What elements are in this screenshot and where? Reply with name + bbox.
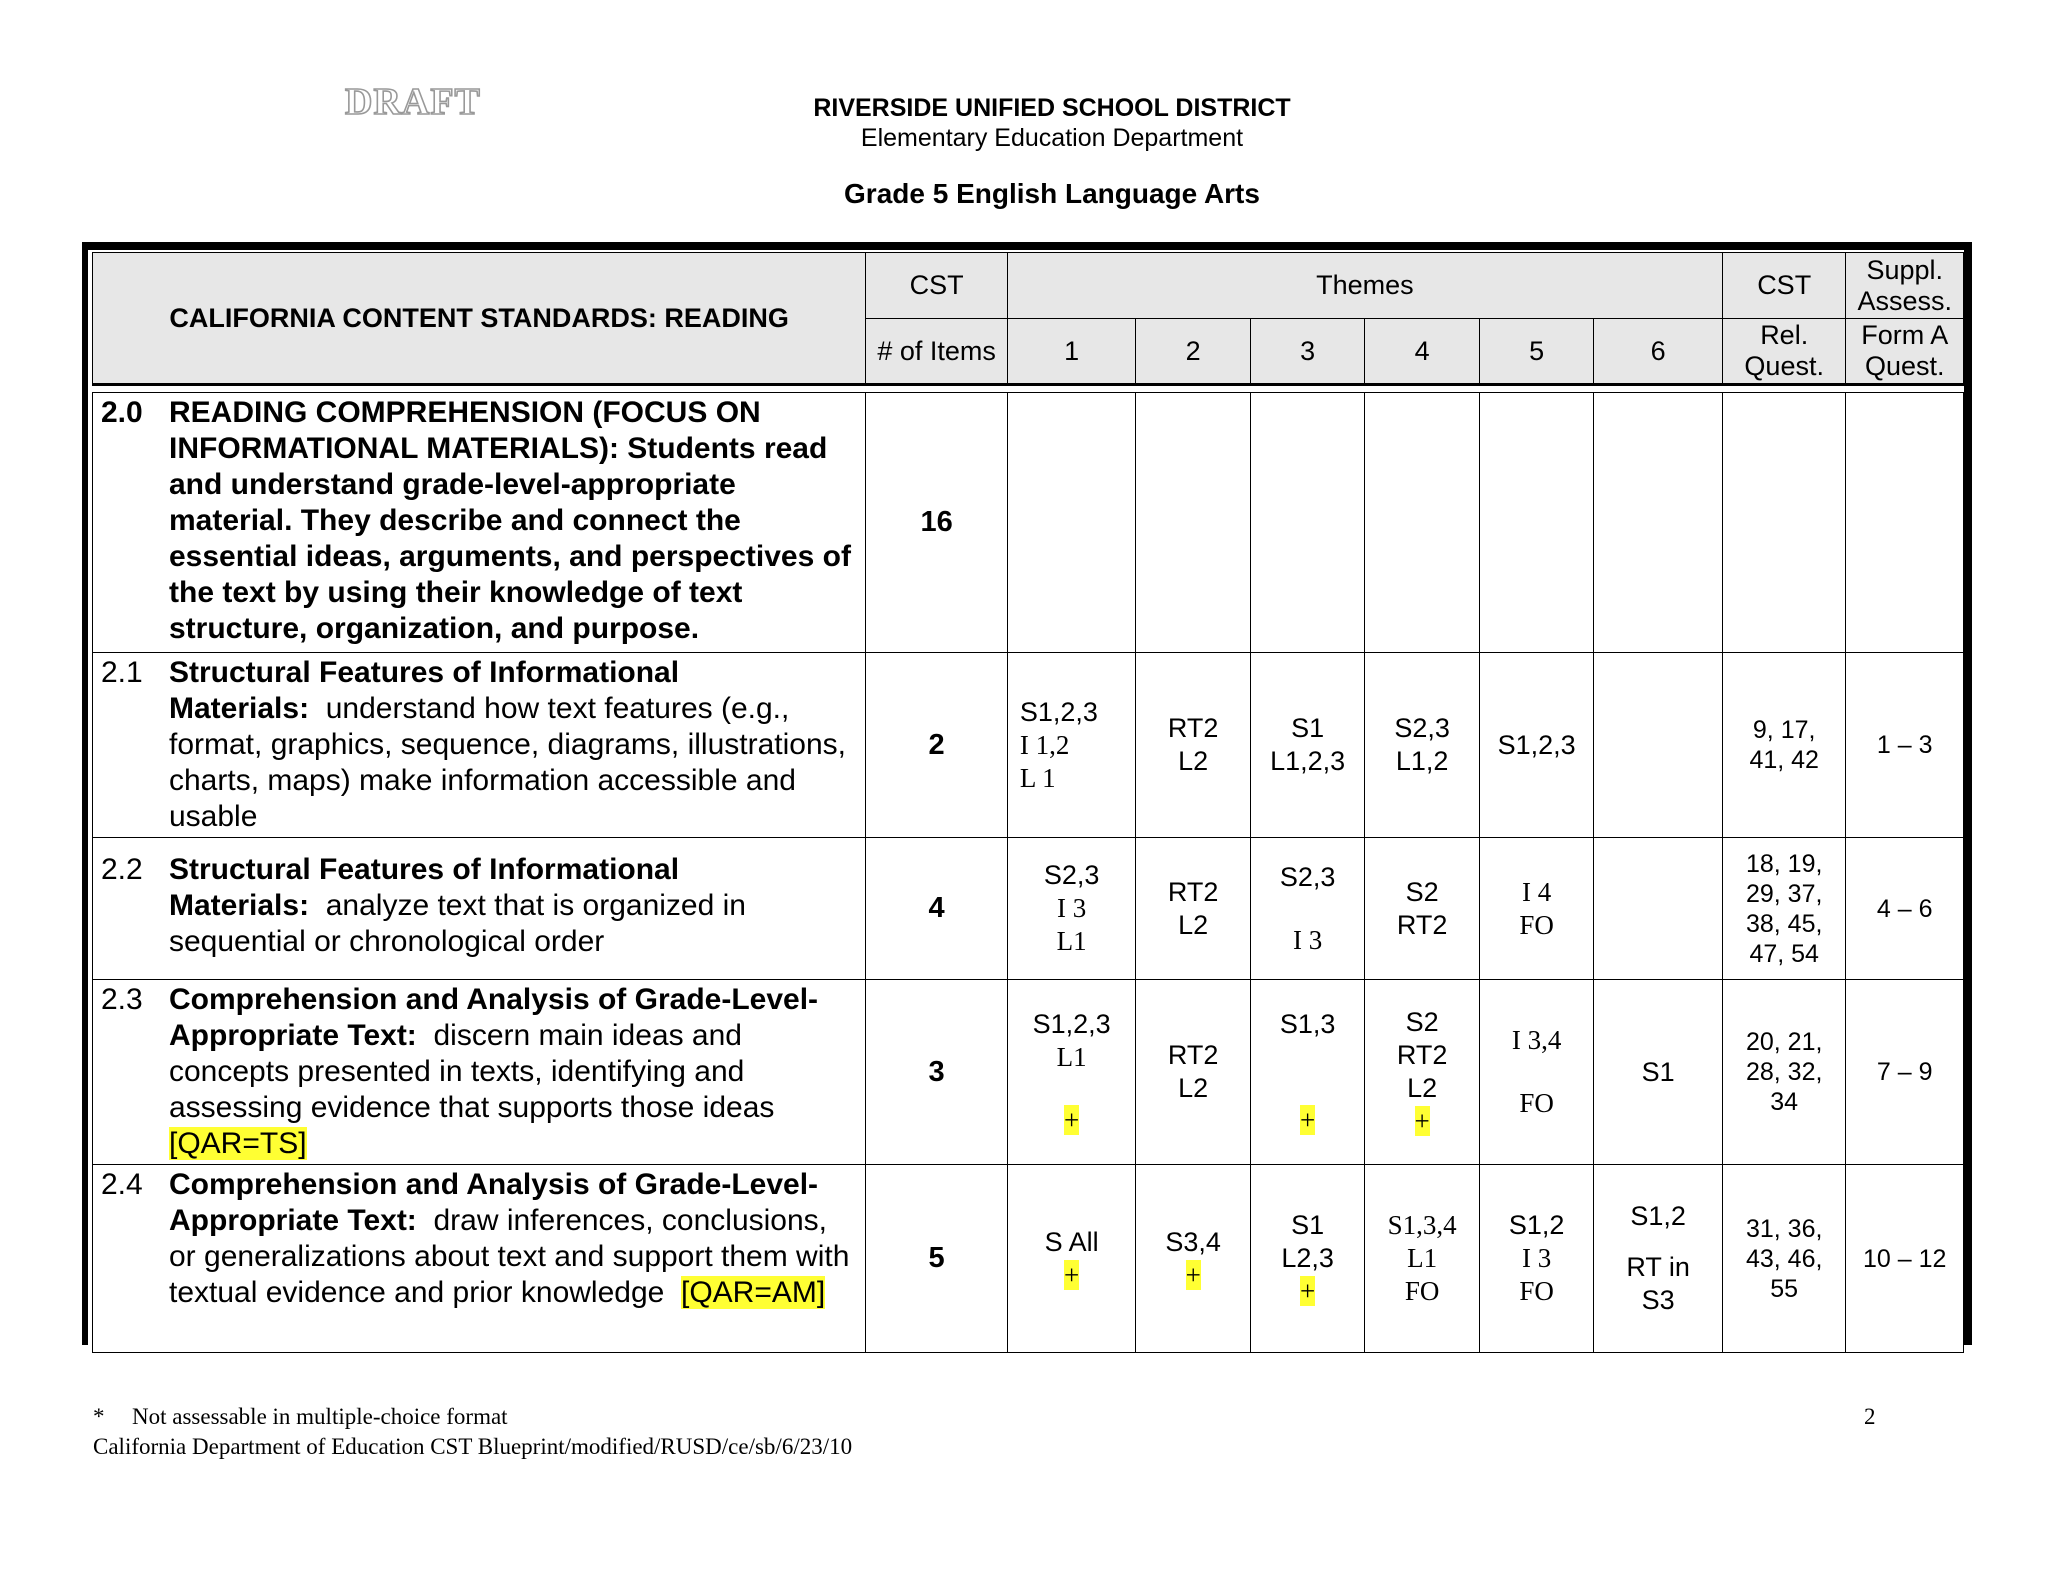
theme-3-cell	[1250, 1165, 1364, 1353]
theme-3-cell	[1250, 393, 1364, 653]
document-title: Grade 5 English Language Arts	[844, 178, 1260, 209]
theme-3-heading: 3	[1250, 319, 1364, 385]
theme-entry: FO	[1519, 1088, 1554, 1118]
rel-quest-line: 41, 42	[1749, 746, 1819, 774]
theme-6-heading: 6	[1594, 319, 1723, 385]
standard-description: analyze text that is organized in sequential or chronological order	[169, 889, 746, 958]
theme-entry: S2	[1405, 876, 1439, 907]
theme-2-cell	[1136, 1165, 1250, 1353]
draft-stamp: DRAFT	[345, 81, 481, 123]
theme-entry: RT in	[1626, 1252, 1690, 1282]
form-a-cell: 1 – 3	[1846, 653, 1964, 838]
item-count: 4	[866, 838, 1008, 980]
theme-entry: S1,3	[1279, 1008, 1336, 1039]
num-items-heading: # of Items	[866, 319, 1008, 385]
theme-6-cell	[1594, 1165, 1723, 1353]
theme-entry: S2,3	[1394, 713, 1450, 743]
standard-description: discern main ideas and concepts presented in texts, identifying and assessing evidence that supports those ideas	[169, 1019, 775, 1124]
rel-quest-line: 43, 46,	[1745, 1244, 1823, 1273]
theme-4-cell	[1365, 1165, 1479, 1353]
table-row	[93, 1165, 1964, 1353]
plus-marker: +	[1300, 1104, 1316, 1135]
rel-quest-line: 18, 19,	[1745, 849, 1823, 878]
theme-5-cell	[1479, 838, 1593, 980]
standard-number: 2.0	[101, 396, 143, 429]
standard-description: understand how text features (e.g., format, graphics, sequence, diagrams, illustrations, charts, maps) make information accessible and usable	[169, 692, 846, 833]
source-line: California Department of Education CST Blueprint/modified/RUSD/ce/sb/6/23/10	[93, 1434, 853, 1459]
theme-entry: S2,3	[1279, 861, 1336, 892]
item-count: 2	[866, 653, 1008, 838]
theme-5-heading: 5	[1479, 319, 1593, 385]
plus-marker: +	[1064, 1104, 1080, 1135]
standard-title: Comprehension and Analysis of Grade-Level-Appropriate Text:	[169, 983, 819, 1052]
theme-4-heading: 4	[1365, 319, 1479, 385]
theme-2-heading: 2	[1136, 319, 1250, 385]
theme-entry: S2	[1405, 1007, 1439, 1037]
theme-3-cell	[1250, 838, 1364, 980]
item-count: 5	[866, 1165, 1008, 1353]
cst-rel-heading: CST	[1722, 253, 1846, 319]
theme-entry: L 1	[1019, 762, 1056, 793]
theme-2-cell	[1136, 980, 1250, 1165]
theme-2-cell	[1136, 393, 1250, 653]
rel-quest-line: 20, 21,	[1745, 1028, 1823, 1056]
footnote-text: Not assessable in multiple-choice format	[132, 1404, 508, 1429]
theme-entry: S1	[1291, 1210, 1325, 1240]
theme-1-heading: 1	[1007, 319, 1136, 385]
theme-6-cell	[1594, 980, 1723, 1165]
theme-entry: S1,2,3	[1032, 1008, 1111, 1039]
theme-entry: L2	[1178, 909, 1209, 940]
table-row	[93, 980, 1964, 1165]
standard-title: Structural Features of Informational Materials:	[169, 853, 680, 922]
theme-1-cell	[1007, 393, 1136, 653]
standard-cell	[93, 393, 866, 653]
theme-1-cell	[1007, 980, 1136, 1165]
rel-quest-line: 55	[1770, 1274, 1799, 1303]
theme-4-cell	[1365, 980, 1479, 1165]
rel-quest-line: 28, 32,	[1745, 1058, 1823, 1086]
plus-marker: +	[1300, 1276, 1316, 1306]
table-row	[93, 653, 1964, 838]
theme-entry: S1,2	[1630, 1201, 1686, 1231]
form-a-cell: 10 – 12	[1846, 1165, 1964, 1353]
theme-entry: RT2	[1167, 876, 1219, 907]
theme-2-cell	[1136, 838, 1250, 980]
plus-marker: +	[1185, 1259, 1201, 1290]
theme-entry: S3,4	[1165, 1226, 1221, 1257]
theme-entry: I 1,2	[1019, 729, 1070, 760]
rel-quest-line: 31, 36,	[1745, 1214, 1823, 1243]
theme-5-cell	[1479, 393, 1593, 653]
theme-entry: I 3,4	[1511, 1025, 1562, 1055]
theme-3-cell	[1250, 653, 1364, 838]
theme-entry: L1,2	[1395, 746, 1449, 776]
theme-entry: S All	[1044, 1226, 1099, 1257]
standard-cell	[93, 1165, 866, 1353]
form-a-cell: 4 – 6	[1846, 838, 1964, 980]
header-row-1	[93, 253, 1964, 319]
theme-entry: L1,2,3	[1270, 746, 1346, 776]
form-a-heading: Form A Quest.	[1846, 319, 1964, 385]
rel-quest-cell	[1722, 393, 1846, 653]
rel-quest-line: 47, 54	[1749, 939, 1819, 968]
standard-description: draw inferences, conclusions, or generalizations about text and support them with textual evidence and prior knowledge	[169, 1204, 850, 1309]
theme-4-cell	[1365, 393, 1479, 653]
theme-6-cell	[1594, 653, 1723, 838]
theme-4-cell	[1365, 653, 1479, 838]
theme-entry: S1	[1291, 713, 1325, 743]
page-number: 2	[1864, 1404, 1876, 1429]
rel-quest-line: 9, 17,	[1752, 716, 1816, 744]
theme-entry: L1	[1407, 1243, 1438, 1273]
standard-number: 2.2	[101, 853, 143, 886]
rel-quest-line: 29, 37,	[1745, 879, 1823, 908]
theme-entry: L2	[1407, 1073, 1438, 1103]
table-row	[93, 838, 1964, 980]
cst-heading: CST	[866, 253, 1008, 319]
theme-3-cell	[1250, 980, 1364, 1165]
qar-tag: [QAR=AM]	[681, 1276, 826, 1309]
themes-heading: Themes	[1007, 253, 1722, 319]
theme-entry: RT2	[1167, 1040, 1219, 1070]
footnote-star: *	[93, 1404, 105, 1429]
theme-2-cell	[1136, 653, 1250, 838]
theme-1-cell	[1007, 653, 1136, 838]
rel-quest-line: 38, 45,	[1745, 909, 1823, 938]
theme-6-cell	[1594, 393, 1723, 653]
theme-4-cell	[1365, 838, 1479, 980]
suppl-heading: Suppl. Assess.	[1846, 253, 1964, 319]
rel-quest-cell	[1722, 980, 1846, 1165]
theme-entry: S1,2,3	[1497, 729, 1576, 760]
theme-entry: I 3	[1057, 893, 1087, 923]
theme-entry: L2,3	[1281, 1243, 1334, 1273]
rel-quest-cell	[1722, 838, 1846, 980]
header-separator	[93, 385, 1964, 393]
theme-6-cell	[1594, 838, 1723, 980]
rel-quest-line: 34	[1770, 1088, 1799, 1116]
theme-entry: S1,2	[1508, 1210, 1565, 1240]
standard-cell	[93, 838, 866, 980]
theme-entry: S3	[1641, 1285, 1675, 1315]
standard-cell	[93, 980, 866, 1165]
theme-entry: S2,3	[1043, 860, 1100, 890]
theme-5-cell	[1479, 980, 1593, 1165]
standard-cell	[93, 653, 866, 838]
standard-title: Comprehension and Analysis of Grade-Level-Appropriate Text:	[169, 1168, 819, 1237]
item-count: 3	[866, 980, 1008, 1165]
form-a-cell: 7 – 9	[1846, 980, 1964, 1165]
theme-entry: FO	[1519, 909, 1554, 940]
theme-entry: RT2	[1167, 713, 1219, 743]
item-count: 16	[866, 393, 1008, 653]
qar-tag: [QAR=TS]	[169, 1127, 307, 1160]
theme-entry: L1	[1056, 926, 1087, 956]
standard-title: READING COMPREHENSION (FOCUS ON INFORMATIONAL MATERIALS): Students read and understand grade-level-appropriate material. They describe and connect the essential ideas, arguments, and perspectives of the text by using their knowledge of text structure, organization, and purpose.	[169, 396, 851, 645]
standard-number: 2.1	[101, 656, 143, 689]
theme-1-cell	[1007, 838, 1136, 980]
rel-quest-cell	[1722, 1165, 1846, 1353]
theme-entry: S1	[1641, 1056, 1675, 1087]
theme-entry: L2	[1178, 746, 1209, 776]
standards-table	[92, 252, 1964, 1353]
theme-1-cell	[1007, 1165, 1136, 1353]
plus-marker: +	[1414, 1106, 1430, 1136]
plus-marker: +	[1064, 1259, 1080, 1290]
standard-number: 2.4	[101, 1168, 143, 1201]
theme-5-cell	[1479, 653, 1593, 838]
rel-quest-heading: Rel. Quest.	[1722, 319, 1846, 385]
theme-entry: S1,3,4	[1387, 1210, 1457, 1240]
theme-entry: I 4	[1522, 876, 1552, 907]
department-name: Elementary Education Department	[860, 124, 1244, 152]
theme-entry: FO	[1404, 1276, 1440, 1306]
form-a-cell	[1846, 393, 1964, 653]
district-name: RIVERSIDE UNIFIED SCHOOL DISTRICT	[813, 94, 1291, 122]
theme-entry: RT2	[1396, 909, 1448, 940]
standards-heading: CALIFORNIA CONTENT STANDARDS: READING	[93, 253, 866, 385]
theme-entry: L2	[1178, 1073, 1209, 1103]
theme-entry: FO	[1519, 1276, 1554, 1306]
theme-5-cell	[1479, 1165, 1593, 1353]
theme-entry: S1,2,3	[1019, 696, 1098, 727]
theme-entry: RT2	[1396, 1040, 1448, 1070]
standard-number: 2.3	[101, 983, 143, 1016]
standard-title: Structural Features of Informational Materials:	[169, 656, 680, 725]
theme-entry: L1	[1056, 1041, 1087, 1072]
table-row	[93, 393, 1964, 653]
theme-entry: I 3	[1293, 924, 1323, 955]
theme-entry: I 3	[1522, 1243, 1552, 1273]
rel-quest-cell	[1722, 653, 1846, 838]
